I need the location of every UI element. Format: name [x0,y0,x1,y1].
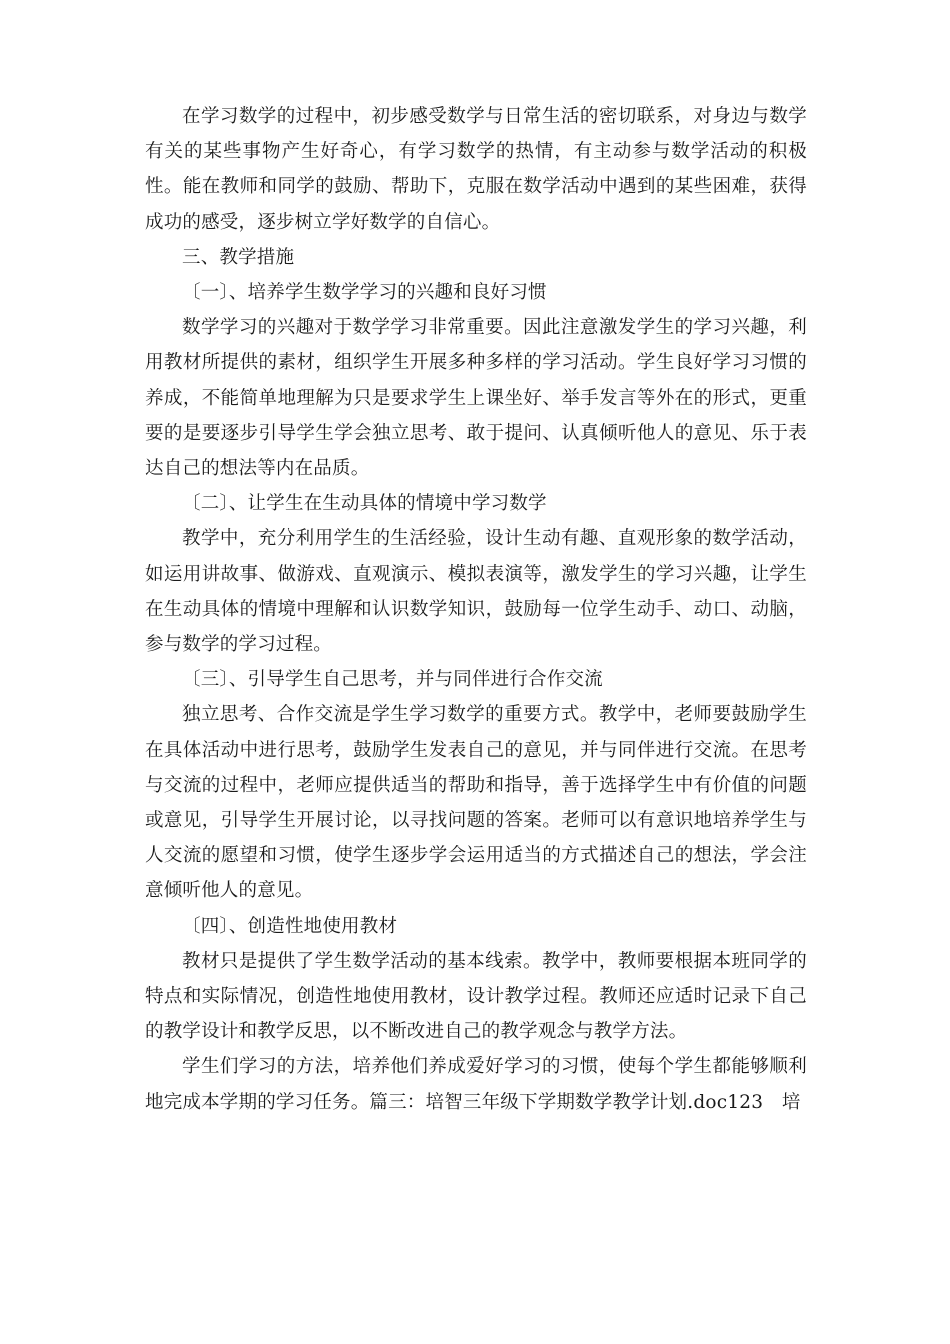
paragraph-learning-attitude: 在学习数学的过程中，初步感受数学与日常生活的密切联系，对身边与数学有关的某些事物产生好奇心，有学习数学的热情，有主动参与数学活动的积极性。能在教师和同学的鼓励、帮助下，克服在数学活动中遇到的某些困难，获得成功的感受，逐步树立学好数学的自信心。 [145,106,807,233]
paragraph-situational-learning: 教学中，充分利用学生的生活经验，设计生动有趣、直观形象的数学活动，如运用讲故事、做游戏、直观演示、模拟表演等，激发学生的学习兴趣，让学生在生动具体的情境中理解和认识数学知识，鼓励每一位学生动手、动口、动脑，参与数学的学习过程。 [145,528,807,656]
paragraph-creative-textbook-use: 教材只是提供了学生数学活动的基本线索。教学中，教师要根据本班同学的特点和实际情况，创造性地使用教材，设计教学过程。教师还应适时记录下自己的教学设计和教学反思，以不断改进自己的教学观念与教学方法。 [145,950,807,1043]
subheading-situational-learning: 〔二〕、让学生在生动具体的情境中学习数学 [182,493,547,515]
paragraph-interest-habits: 数学学习的兴趣对于数学学习非常重要。因此注意激发学生的学习兴趣，利用教材所提供的素材，组织学生开展多种多样的学习活动。学生良好学习习惯的养成，不能简单地理解为只是要求学生上课坐好、举手发言等外在的形式，更重要的是要逐步引导学生学会独立思考、敢于提问、认真倾听他人的意见、乐于表达自己的想法等内在品质。 [145,317,807,480]
document-page [145,99,807,1120]
subheading-creative-textbook-use: 〔四〕、创造性地使用教材 [182,915,398,937]
subheading-cooperative-communication: 〔三〕、引导学生自己思考，并与同伴进行合作交流 [182,669,603,691]
paragraph-learning-methods: 学生们学习的方法，培养他们养成爱好学习的习惯，使每个学生都能够顺利地完成本学期的学习任务。篇三：培智三年级下学期数学教学计划.doc123 培 [145,1056,807,1113]
paragraph-cooperative-communication: 独立思考、合作交流是学生学习数学的重要方式。教学中，老师要鼓励学生在具体活动中进行思考，鼓励学生发表自己的意见，并与同伴进行交流。在思考与交流的过程中，老师应提供适当的帮助和指导，善于选择学生中有价值的问题或意见，引导学生开展讨论，以寻找问题的答案。老师可以有意识地培养学生与人交流的愿望和习惯，使学生逐步学会运用适当的方式描述自己的想法，学会注意倾听他人的意见。 [145,704,807,902]
section-heading-teaching-measures: 三、教学措施 [182,246,295,268]
subheading-interest-habits: 〔一〕、培养学生数学学习的兴趣和良好习惯 [182,282,547,304]
